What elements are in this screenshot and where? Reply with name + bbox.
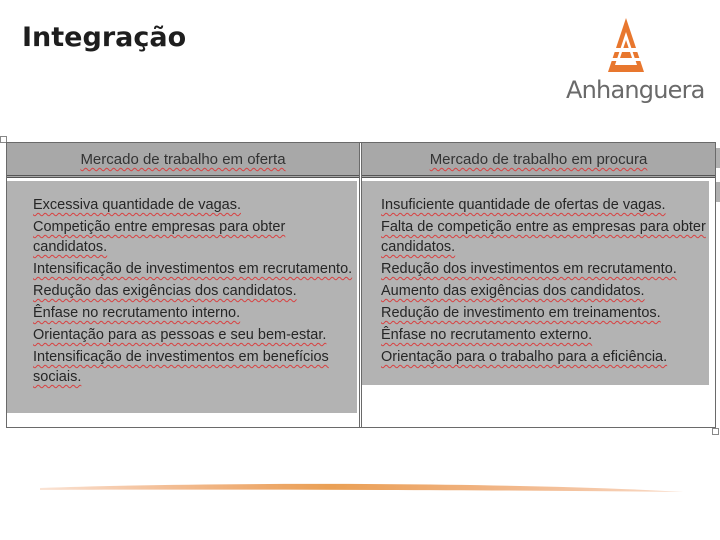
list-item: Ênfase no recrutamento interno. [33, 305, 241, 321]
triangle-logo-icon [608, 18, 644, 72]
list-item: Competição entre empresas para obter candidatos. [33, 219, 286, 255]
list-item: Redução de investimento em treinamentos. [381, 305, 661, 321]
list-item: Ênfase no recrutamento externo. [381, 327, 593, 343]
column-header: Mercado de trabalho em oferta [7, 143, 359, 178]
column-procura [362, 143, 715, 427]
slide-title: Integração [22, 22, 187, 53]
item-list [362, 181, 709, 367]
list-item: Redução dos investimentos em recrutamento. [381, 261, 677, 277]
list-item: Redução das exigências dos candidatos. [33, 283, 297, 299]
list-item: Falta de competição entre as empresas para obter candidatos. [381, 219, 706, 255]
selection-handle [712, 428, 719, 435]
list-item: Intensificação de investimentos em recrutamento. [33, 261, 353, 277]
list-item: Aumento das exigências dos candidatos. [381, 283, 645, 299]
column-oferta [7, 143, 362, 427]
column-body [7, 181, 357, 413]
column-header: Mercado de trabalho em procura [362, 143, 715, 178]
comparison-table [6, 142, 716, 428]
decorative-swoosh [40, 478, 684, 498]
logo-wordmark: Anhanguera [566, 76, 705, 104]
column-body [362, 181, 709, 385]
list-item: Intensificação de investimentos em benefícios sociais. [33, 349, 329, 385]
list-item: Excessiva quantidade de vagas. [33, 197, 241, 213]
item-list [7, 181, 357, 387]
list-item: Orientação para o trabalho para a eficiência. [381, 349, 668, 365]
list-item: Insuficiente quantidade de ofertas de vagas. [381, 197, 666, 213]
anhanguera-logo [566, 14, 705, 110]
list-item: Orientação para as pessoas e seu bem-estar. [33, 327, 327, 343]
